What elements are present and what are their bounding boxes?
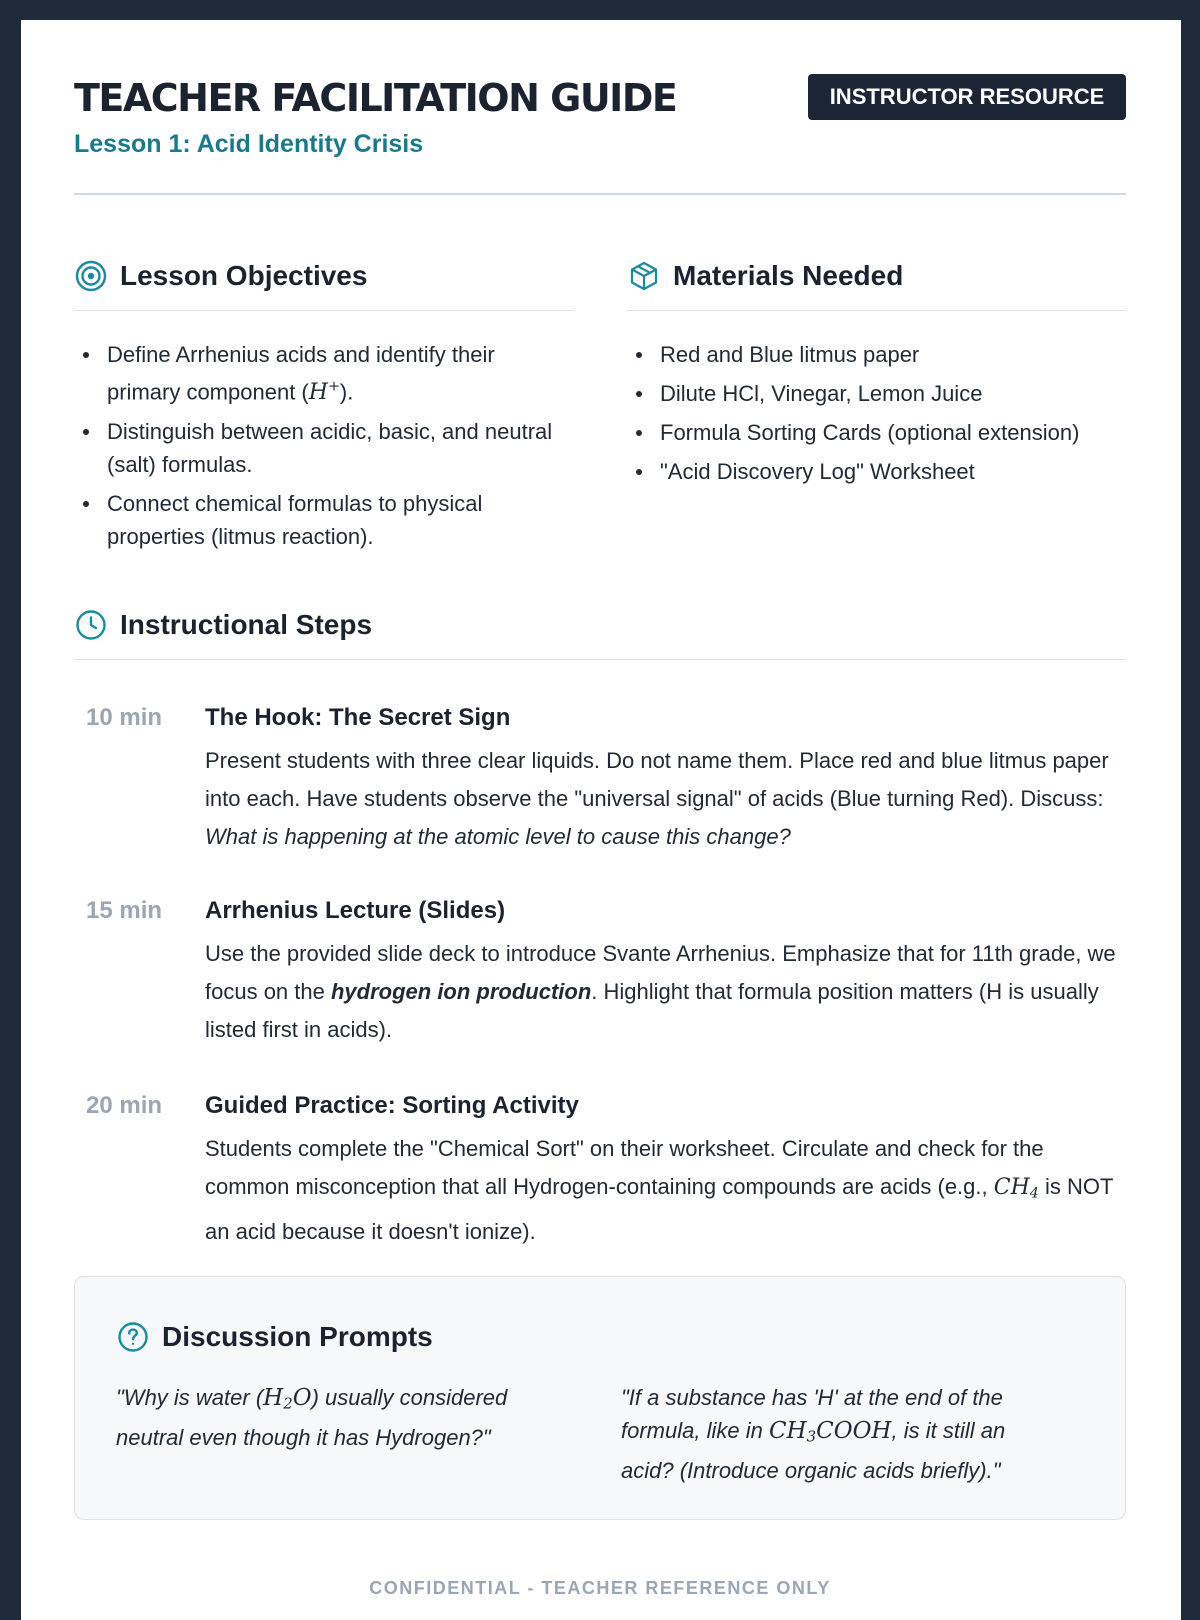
step-duration: 20 min [86, 1092, 163, 1119]
objectives-divider [74, 310, 574, 311]
step-title: Guided Practice: Sorting Activity [205, 1092, 579, 1119]
step-description: Use the provided slide deck to introduce Svante Arrhenius. Emphasize that for 11th grade, we focus on the hydrogen ion production. Highlight that formula position matters (H is usually listed first in acids). [205, 941, 1116, 1042]
step-description: Students complete the "Chemical Sort" on their worksheet. Circulate and check for the common misconception that all Hydrogen-containing compounds are acids (e.g., $CH_4$ is NOT an acid because it doesn't ionize). [205, 1136, 1114, 1244]
step-duration: 10 min [86, 704, 163, 731]
steps-title: Instructional Steps [120, 609, 373, 640]
target-icon [74, 259, 108, 293]
materials-list [627, 338, 1126, 494]
steps-heading [74, 605, 372, 645]
question-circle-icon [116, 1320, 150, 1354]
box-icon [627, 259, 661, 293]
lesson-subtitle: Lesson 1: Acid Identity Crisis [74, 130, 424, 158]
list-item: Formula Sorting Cards (optional extension) [627, 416, 1126, 449]
page-title: TEACHER FACILITATION GUIDE [74, 76, 677, 120]
guide-page [21, 20, 1181, 1620]
objectives-title: Lesson Objectives [120, 260, 368, 291]
list-item: Dilute HCl, Vinegar, Lemon Juice [627, 377, 1126, 410]
discussion-prompt-acetic: "If a substance has 'H' at the end of the formula, like in $CH_3COOH$, is it still an acid? (Introduce organic acids briefly)." [621, 1385, 1006, 1483]
steps-divider [74, 659, 1126, 660]
confidential-footer: CONFIDENTIAL - TEACHER REFERENCE ONLY [369, 1578, 831, 1598]
list-item: Distinguish between acidic, basic, and neutral (salt) formulas. [74, 415, 574, 481]
discussion-prompt-water: "Why is water $(H_2O)$ usually considered neutral even though it has Hydrogen?" [116, 1385, 508, 1450]
list-item: Connect chemical formulas to physical properties (litmus reaction). [74, 487, 574, 553]
materials-heading [627, 256, 903, 296]
discussion-title: Discussion Prompts [162, 1321, 433, 1352]
list-item: "Acid Discovery Log" Worksheet [627, 455, 1126, 488]
header-divider [74, 193, 1126, 195]
discussion-prompts-box [74, 1276, 1126, 1520]
clock-icon [74, 608, 108, 642]
instructor-resource-badge: INSTRUCTOR RESOURCE [808, 74, 1126, 120]
discussion-heading [116, 1317, 433, 1357]
objectives-list [74, 338, 574, 559]
list-item: Red and Blue litmus paper [627, 338, 1126, 371]
step-description: Present students with three clear liquids. Do not name them. Place red and blue litmus paper into each. Have students observe the "universal signal" of acids (Blue turning Red). Discuss: What is happening at the atomic level to cause this change? [205, 748, 1109, 849]
step-title: Arrhenius Lecture (Slides) [205, 897, 506, 924]
objectives-heading [74, 256, 367, 296]
materials-divider [627, 310, 1126, 311]
step-title: The Hook: The Secret Sign [205, 704, 511, 731]
materials-title: Materials Needed [673, 260, 904, 291]
list-item: Define Arrhenius acids and identify their primary component (H+). [74, 338, 574, 409]
step-duration: 15 min [86, 897, 163, 924]
